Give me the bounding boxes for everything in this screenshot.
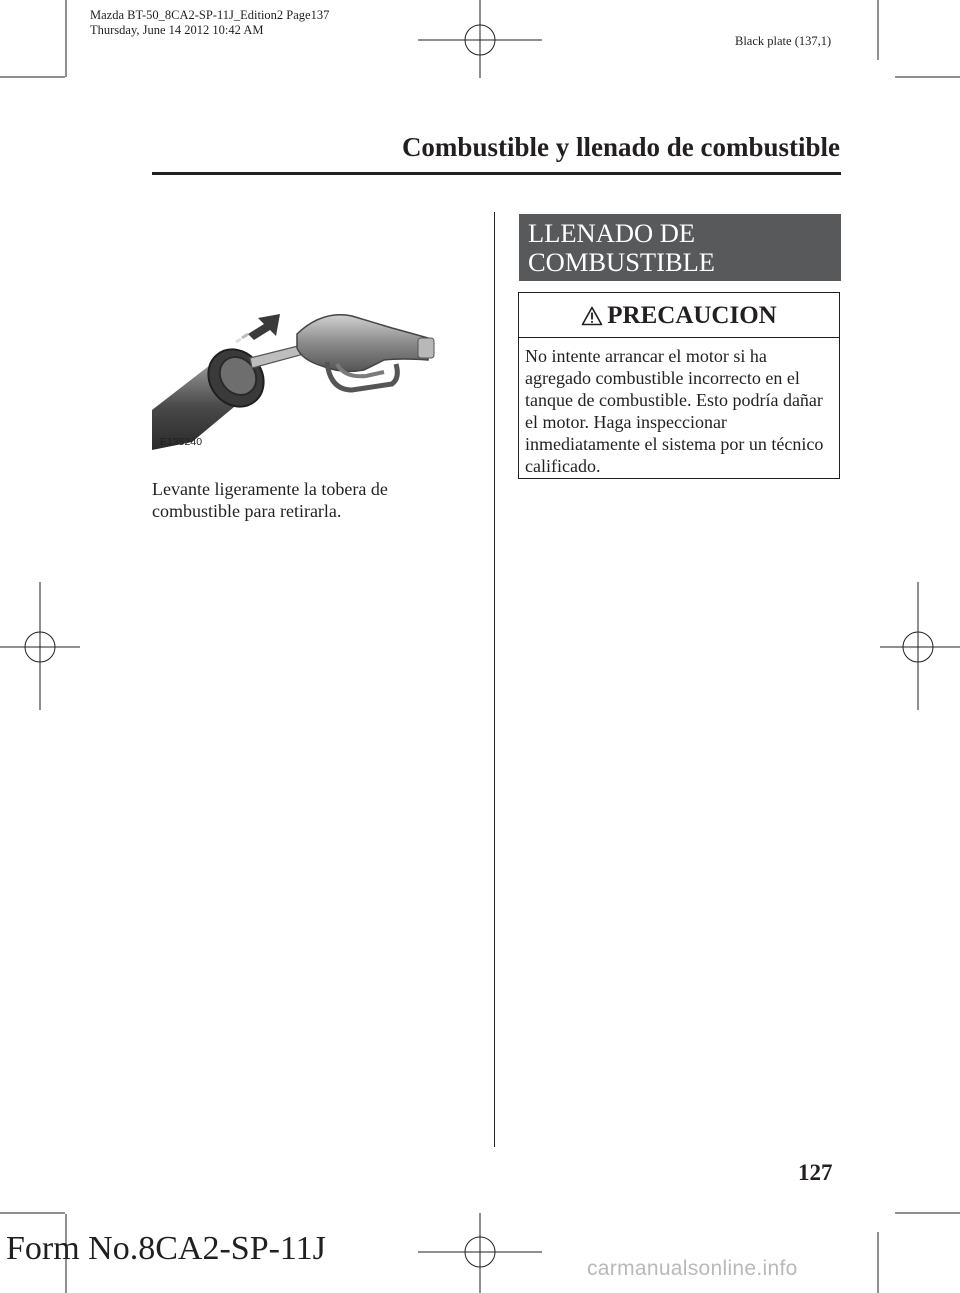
plate-label: Black plate (137,1): [735, 34, 832, 48]
print-meta-line2: Thursday, June 14 2012 10:42 AM: [90, 23, 264, 37]
caution-box: [518, 292, 840, 479]
section-heading-line2: COMBUSTIBLE: [528, 247, 715, 277]
section-heading: [519, 214, 841, 281]
caution-text: No intente arrancar el motor si ha agregado combustible incorrecto en el tanque de combustible. Esto podría dañar el motor. Haga inspeccionar inmediatamente el sistema por un técnico calificado.: [525, 346, 824, 476]
caution-title: PRECAUCION: [607, 302, 777, 329]
caution-header: [519, 293, 839, 338]
column-divider: [494, 212, 495, 1147]
print-meta-line1: Mazda BT-50_8CA2-SP-11J_Edition2 Page137: [90, 8, 330, 22]
page-number: 127: [798, 1160, 833, 1185]
print-metadata: [90, 8, 329, 38]
watermark: carmanualsonline.info: [587, 1257, 798, 1280]
form-number: Form No.8CA2-SP-11J: [6, 1230, 326, 1267]
title-rule: [152, 172, 841, 175]
section-title: Combustible y llenado de combustible: [401, 132, 840, 162]
section-heading-line1: LLENADO DE: [528, 218, 696, 248]
warning-triangle-icon: [581, 306, 603, 326]
fuel-nozzle-removal-illustration: [152, 300, 452, 450]
figure-code: E135240: [160, 436, 203, 448]
instruction-text: Levante ligeramente la tobera de combustible para retirarla.: [152, 479, 388, 521]
